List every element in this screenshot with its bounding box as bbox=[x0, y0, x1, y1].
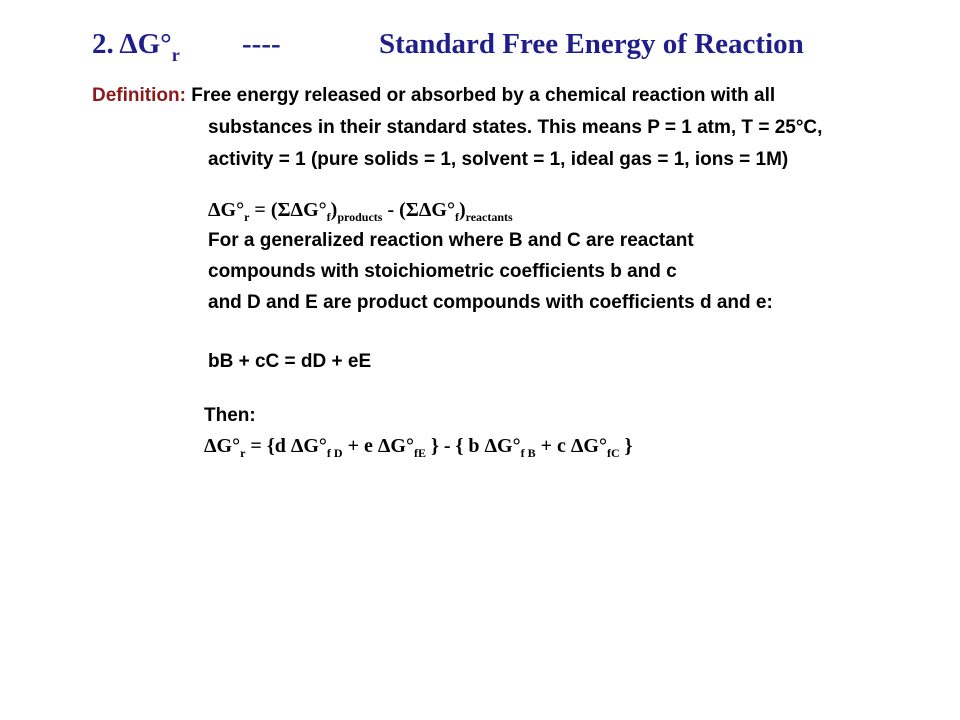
final-p1: ΔG° bbox=[204, 435, 241, 457]
final-p4: } - { b ΔG° bbox=[425, 435, 521, 457]
general-line-1: For a generalized reaction where B and C are reactant bbox=[208, 230, 694, 251]
title-symbol-main: ΔG° bbox=[119, 28, 172, 60]
eq-lhs-sub: r bbox=[244, 210, 250, 224]
final-p2: = {d ΔG° bbox=[245, 435, 327, 457]
final-equation bbox=[204, 430, 633, 469]
definition-text-1: Free energy released or absorbed by a chemical reaction with all bbox=[191, 85, 776, 106]
general-reaction: bB + cC = dD + eE bbox=[208, 351, 372, 372]
eq-lhs: ΔG° bbox=[208, 199, 245, 221]
definition-line-3: activity = 1 (pure solids = 1, solvent = 1, ideal gas = 1, ions = 1M) bbox=[208, 149, 789, 170]
eq-close2: ) bbox=[458, 199, 466, 221]
final-p6: } bbox=[619, 435, 633, 457]
eq-f1: f bbox=[326, 210, 331, 224]
eq-minus: - (ΣΔG° bbox=[382, 199, 455, 221]
slide-title bbox=[92, 28, 804, 66]
eq-reactants: reactants bbox=[465, 210, 513, 224]
final-s3: fE bbox=[413, 446, 426, 460]
final-s5: fC bbox=[606, 446, 620, 460]
title-dashes: ---- bbox=[242, 28, 281, 60]
final-s2: f D bbox=[326, 446, 343, 460]
eq-open: = (ΣΔG° bbox=[249, 199, 327, 221]
eq-close1: ) bbox=[330, 199, 338, 221]
then-label: Then: bbox=[204, 405, 256, 426]
general-line-2: compounds with stoichiometric coefficients b and c bbox=[208, 261, 677, 282]
title-symbol bbox=[119, 28, 180, 65]
definition-label: Definition: bbox=[92, 85, 186, 106]
eq-f2: f bbox=[454, 210, 459, 224]
definition-line-2: substances in their standard states. This means P = 1 atm, T = 25°C, bbox=[208, 117, 823, 138]
final-p3: + e ΔG° bbox=[342, 435, 414, 457]
final-s1: r bbox=[240, 446, 246, 460]
general-line-3: and D and E are product compounds with coefficients d and e: bbox=[208, 292, 773, 313]
title-symbol-subscript: r bbox=[171, 45, 180, 65]
definition-line-1 bbox=[92, 80, 775, 112]
title-text: Standard Free Energy of Reaction bbox=[379, 28, 804, 60]
title-number: 2. bbox=[92, 28, 114, 60]
final-s4: f B bbox=[520, 446, 536, 460]
eq-products: products bbox=[337, 210, 383, 224]
final-p5: + c ΔG° bbox=[535, 435, 607, 457]
